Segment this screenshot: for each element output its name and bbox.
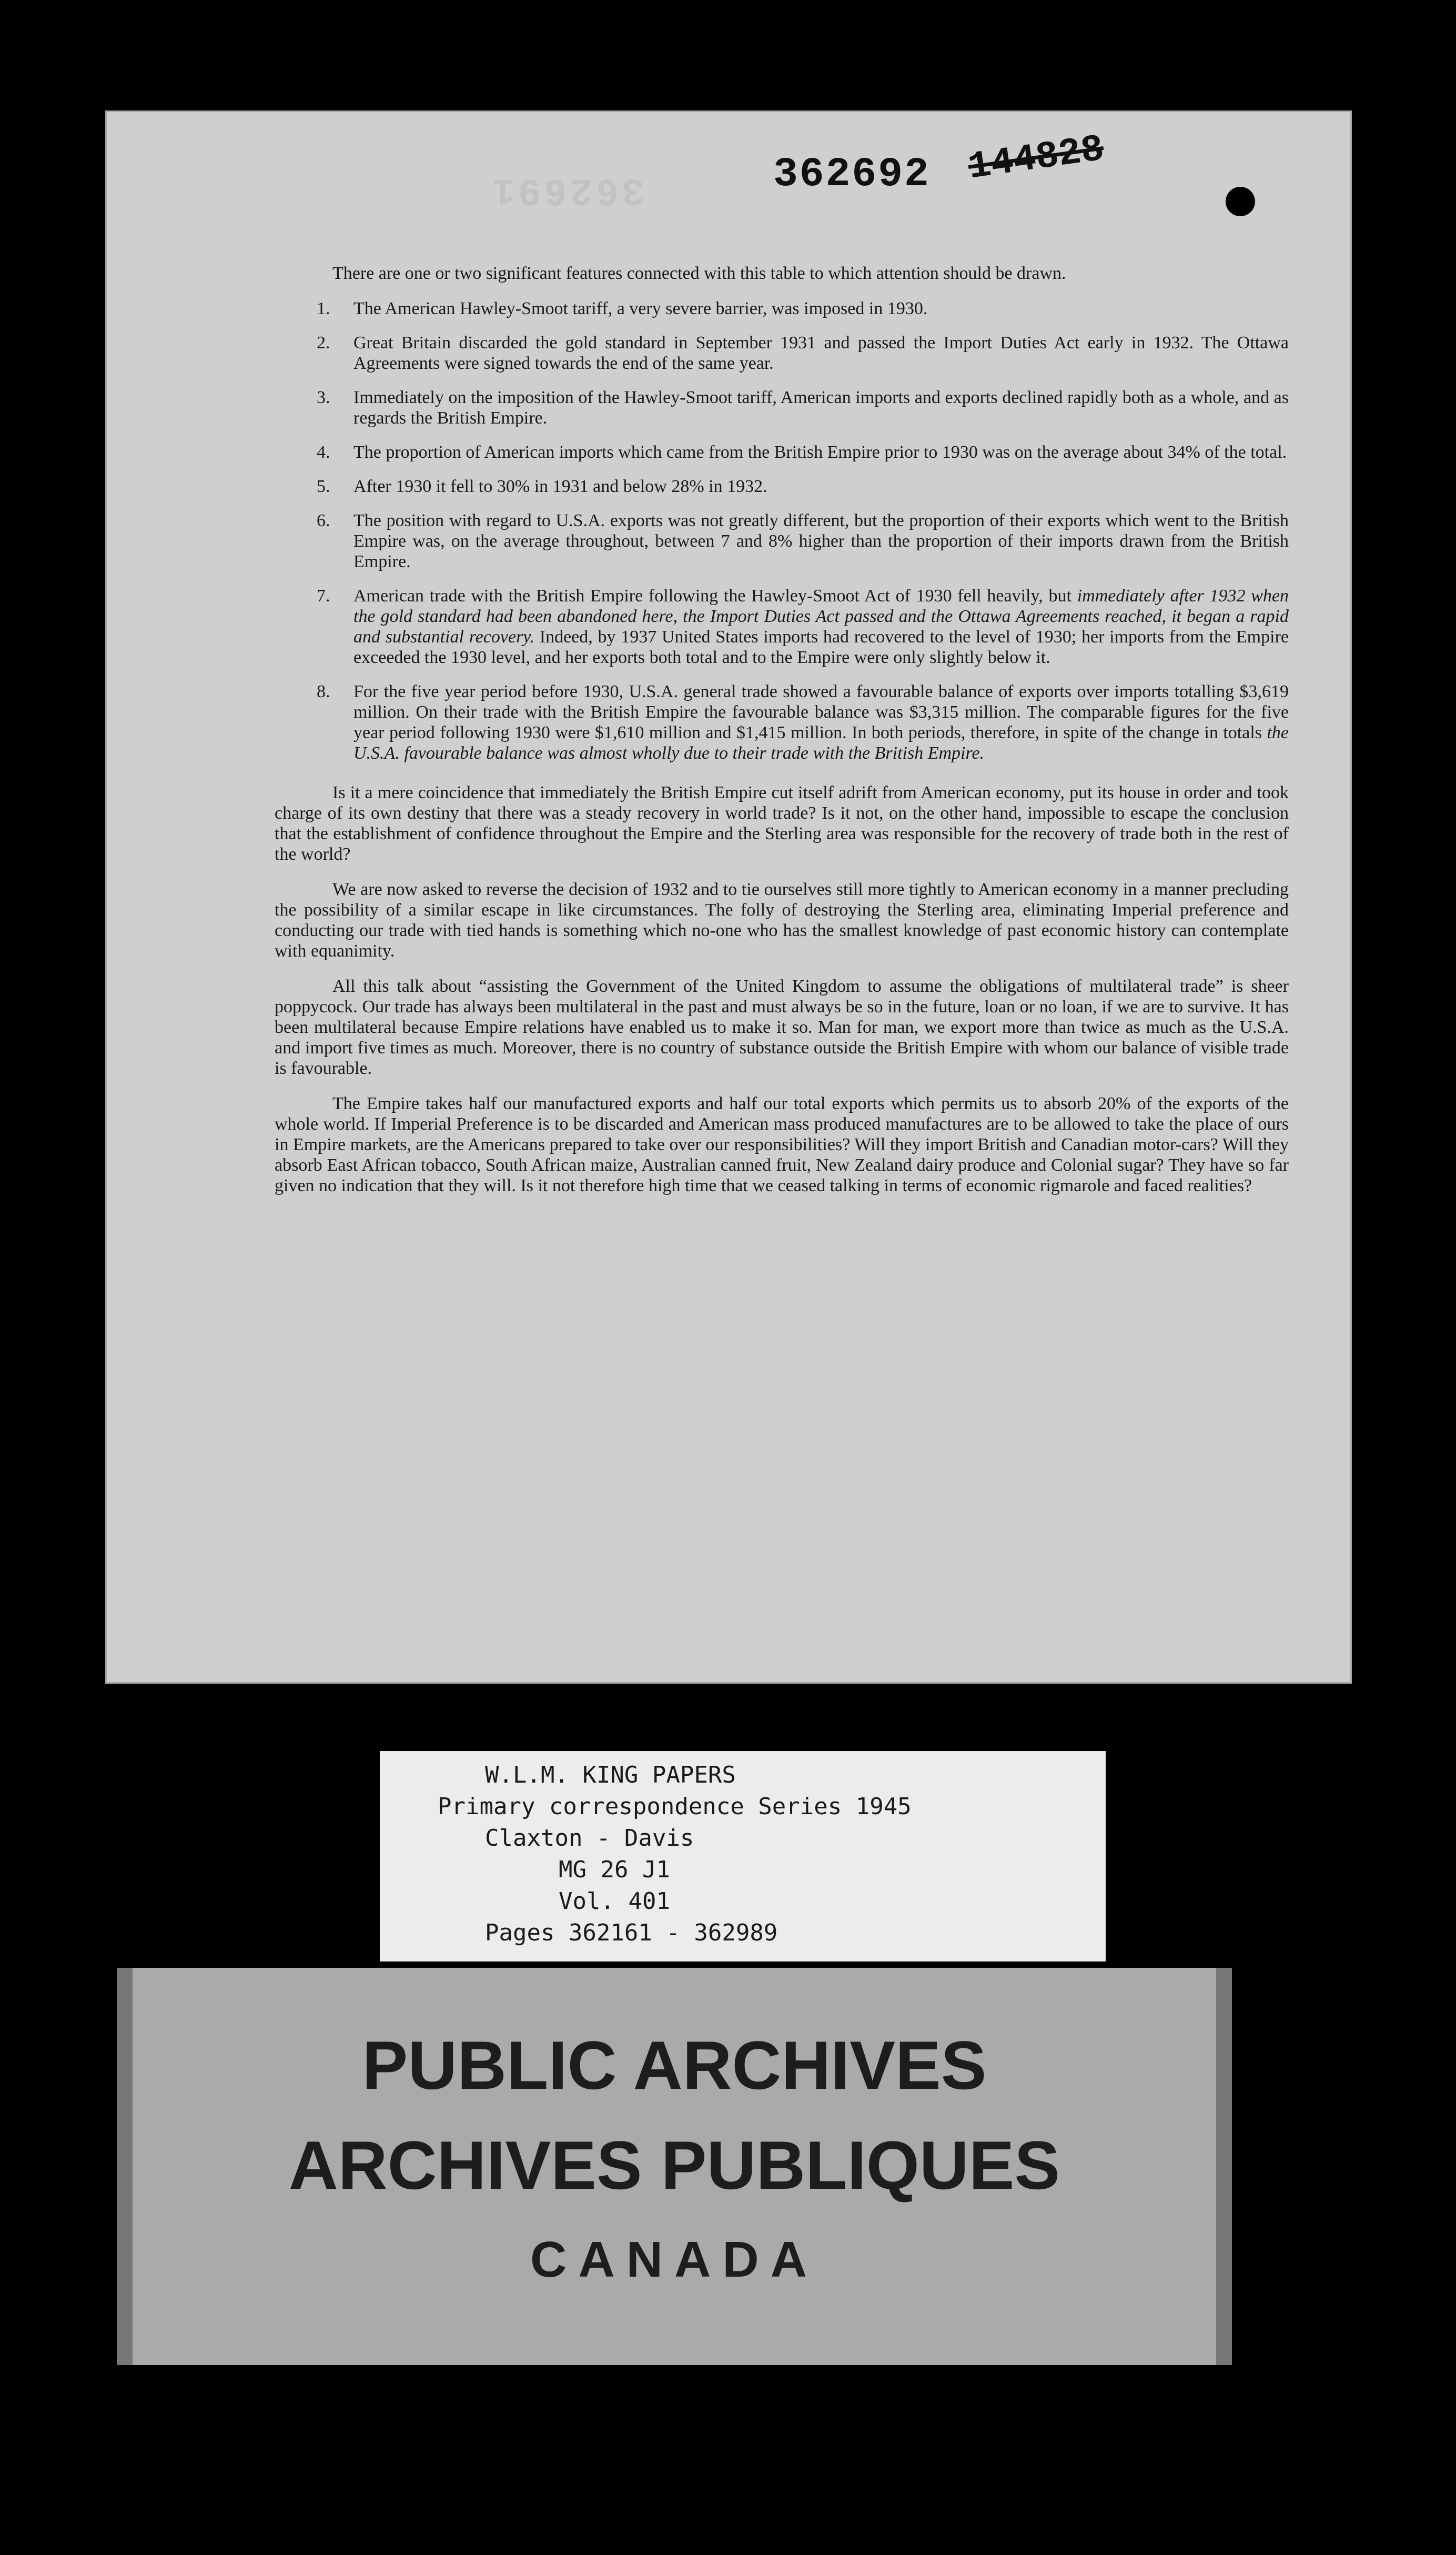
label-line-volume: Vol. 401 xyxy=(559,1888,670,1915)
plate-title-french: ARCHIVES PUBLIQUES xyxy=(288,2127,1060,2204)
plate-title-english: PUBLIC ARCHIVES xyxy=(362,2027,987,2104)
list-item-number: 1. xyxy=(317,299,330,318)
list-item-number: 3. xyxy=(317,388,330,407)
page-number: 362692 xyxy=(773,152,931,198)
document-page xyxy=(105,110,1352,1684)
list-item-text: For the five year period before 1930, U.S.A. general trade showed a favourable balance of exports over imports totalling $3,619 million. On their trade with the British Empire the favourable balance was $3,315 million. The comparable figures for the five year period following 1930 were $1,610 million and $1,415 million. In both periods, therefore, in spite of the change in totals xyxy=(353,682,1289,742)
list-item xyxy=(317,298,1289,319)
body-paragraph: We are now asked to reverse the decision of 1932 and to tie ourselves still more tightly to American economy in a manner precluding the possibility of a similar escape in like circumstances. The folly of destroying the Sterling area, eliminating Imperial preference and conducting our trade with tied hands is something which no-one who has the smallest knowledge of past economic history can contemplate with equanimity. xyxy=(275,880,1289,961)
list-item-text: The American Hawley-Smoot tariff, a very severe barrier, was imposed in 1930. xyxy=(353,299,928,318)
list-item-number: 6. xyxy=(317,511,330,530)
list-item xyxy=(317,681,1289,763)
list-item xyxy=(317,476,1289,497)
label-line-pages: Pages 362161 - 362989 xyxy=(485,1919,778,1946)
list-item xyxy=(317,442,1289,462)
label-line-manuscript-group: MG 26 J1 xyxy=(559,1856,670,1883)
bleed-through-number: 362691 xyxy=(489,168,645,212)
list-item-number: 4. xyxy=(317,442,330,462)
list-item-text: The position with regard to U.S.A. exports was not greatly different, but the proportion of their exports which went to the British Empire was, on the average throughout, between 7 and 8% higher than the proportion of their imports drawn from the British Empire. xyxy=(353,511,1289,571)
list-item-number: 5. xyxy=(317,477,330,496)
archive-label-card xyxy=(380,1751,1106,1961)
list-item-number: 7. xyxy=(317,586,330,606)
list-item-text: The proportion of American imports which came from the British Empire prior to 1930 was on the average about 34% of the total. xyxy=(353,442,1287,462)
list-item-number: 2. xyxy=(317,333,330,353)
list-item-emphasis: immediately after 1932 when the gold standard had been abandoned here, the Import Duties Act passed and the Ottawa Agreements reached, it began a rapid and substantial recovery. xyxy=(353,586,1289,647)
public-archives-plate xyxy=(117,1968,1232,2365)
list-item xyxy=(317,387,1289,428)
crossed-out-number: 144828 xyxy=(965,127,1107,189)
body-paragraph: All this talk about “assisting the Government of the United Kingdom to assume the obligations of multilateral trade” is sheer poppycock. Our trade has always been multilateral in the past and must always be so in the future, loan or no loan, if we are to survive. It has been multilateral because Empire relations have enabled us to make it so. Man for man, we export more than twice as much as the U.S.A. and import five times as much. Moreover, there is no country of substance outside the British Empire with whom our balance of visible trade is favourable. xyxy=(275,977,1289,1078)
label-line-collection: W.L.M. KING PAPERS xyxy=(485,1762,736,1788)
list-item-text: Immediately on the imposition of the Hawley-Smoot tariff, American imports and exports declined rapidly both as a whole, and as regards the British Empire. xyxy=(353,388,1289,428)
label-line-correspondents: Claxton - Davis xyxy=(485,1825,694,1852)
list-item-text: Great Britain discarded the gold standard in September 1931 and passed the Import Duties Act early in 1932. The Ottawa Agreements were signed towards the end of the same year. xyxy=(353,333,1289,373)
body-paragraph: Is it a mere coincidence that immediately the British Empire cut itself adrift from American economy, put its house in order and took charge of its own destiny that there was a steady recovery in world trade? Is it not, on the other hand, impossible to escape the conclusion that the establishment of confidence throughout the Empire and the Sterling area was responsible for the recovery of trade both in the rest of the world? xyxy=(275,783,1289,864)
intro-paragraph: There are one or two significant features connected with this table to which attention should be drawn. xyxy=(332,264,1066,283)
numbered-list xyxy=(275,298,1289,763)
plate-country: CANADA xyxy=(530,2231,818,2288)
document-body xyxy=(275,263,1289,1211)
list-item-number: 8. xyxy=(317,682,330,701)
list-item xyxy=(317,510,1289,572)
list-item-text: American trade with the British Empire following the Hawley-Smoot Act of 1930 fell heavily, but xyxy=(353,586,1077,606)
label-line-series: Primary correspondence Series 1945 xyxy=(438,1793,912,1820)
list-item-text-continued: Indeed, by 1937 United States imports had recovered to the level of 1930; her imports from the Empire exceeded the 1930 level, and her exports both total and to the Empire were only slightly below it. xyxy=(353,627,1289,667)
list-item xyxy=(317,333,1289,374)
punch-hole xyxy=(1226,187,1255,216)
list-item xyxy=(317,586,1289,668)
body-paragraph: The Empire takes half our manufactured exports and half our total exports which permits us to absorb 20% of the exports of the whole world. If Imperial Preference is to be discarded and American mass produced manufactures are to be allowed to take the place of ours in Empire markets, are the Americans prepared to take over our responsibilities? Will they import British and Canadian motor-cars? Will they absorb East African tobacco, South African maize, Australian canned fruit, New Zealand dairy produce and Colonial sugar? They have so far given no indication that they will. Is it not therefore high time that we ceased talking in terms of economic rigmarole and faced realities? xyxy=(275,1094,1289,1195)
list-item-emphasis: the U.S.A. favourable balance was almost wholly due to their trade with the British Empire. xyxy=(353,723,1289,763)
list-item-text: After 1930 it fell to 30% in 1931 and below 28% in 1932. xyxy=(353,477,767,496)
